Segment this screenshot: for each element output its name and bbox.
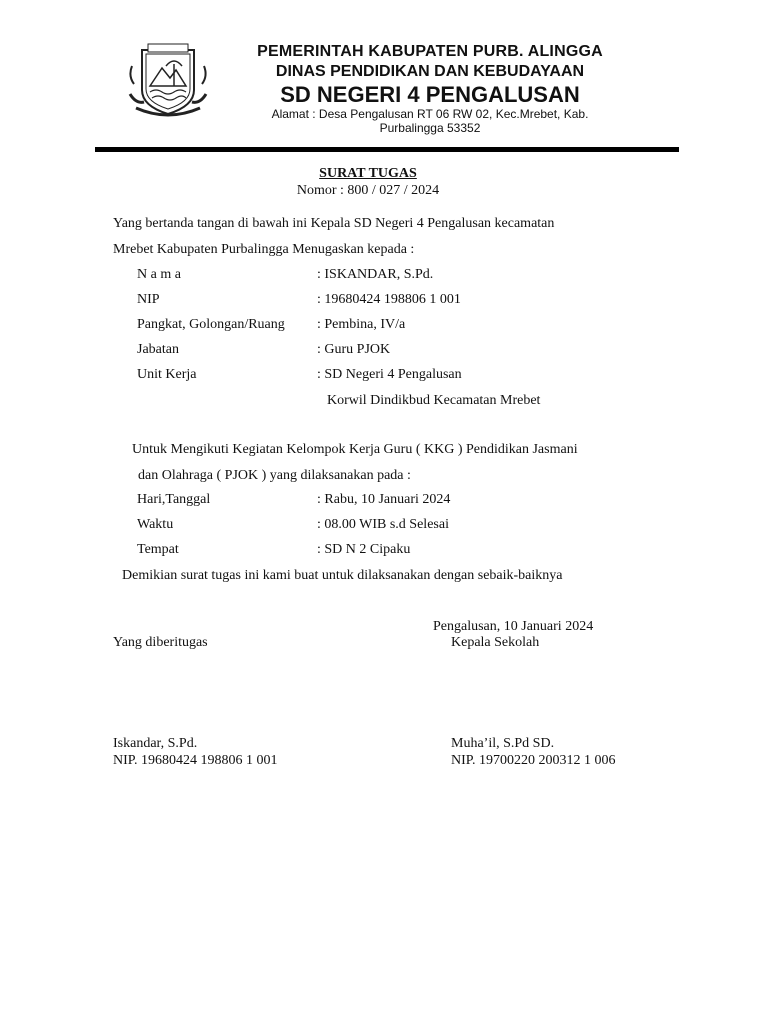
event-label-place: Tempat	[137, 542, 179, 557]
right-signer-role: Kepala Sekolah	[451, 635, 540, 650]
event-label-time: Waktu	[137, 517, 174, 532]
event-value-place: : SD N 2 Cipaku	[317, 542, 411, 557]
intro-line-1: Yang bertanda tangan di bawah ini Kepala SD Negeri 4 Pengalusan kecamatan	[113, 216, 555, 231]
field-value-jabatan: : Guru PJOK	[317, 342, 391, 357]
purpose-line-1: Untuk Mengikuti Kegiatan Kelompok Kerja Guru ( KKG ) Pendidikan Jasmani	[132, 442, 578, 457]
header-department-line: DINAS PENDIDIKAN DAN KEBUDAYAAN	[275, 63, 585, 80]
field-value-nip: : 19680424 198806 1 001	[317, 292, 461, 307]
field-value-nama: : ISKANDAR, S.Pd.	[317, 267, 434, 282]
left-signer-name: Iskandar, S.Pd.	[113, 736, 198, 751]
right-signer-nip: NIP. 19700220 200312 1 006	[451, 753, 616, 768]
field-value-unit: : SD Negeri 4 Pengalusan	[317, 367, 462, 382]
field-label-pangkat: Pangkat, Golongan/Ruang	[137, 317, 285, 332]
field-label-nama: N a m a	[137, 267, 181, 282]
header-address-line2: Purbalingga 53352	[379, 121, 481, 135]
purpose-line-2: dan Olahraga ( PJOK ) yang dilaksanakan pada :	[138, 468, 411, 483]
closing-line: Demikian surat tugas ini kami buat untuk dilaksanakan dengan sebaik-baiknya	[122, 568, 563, 583]
event-value-time: : 08.00 WIB s.d Selesai	[317, 517, 449, 532]
regency-emblem-icon	[126, 42, 210, 122]
event-label-date: Hari,Tanggal	[137, 492, 211, 507]
field-value-pangkat: : Pembina, IV/a	[317, 317, 406, 332]
header-address-line1: Alamat : Desa Pengalusan RT 06 RW 02, Kec.Mrebet, Kab.	[271, 107, 589, 121]
letter-number: Nomor : 800 / 027 / 2024	[296, 183, 440, 198]
field-value-unit-extra: Korwil Dindikbud Kecamatan Mrebet	[327, 393, 541, 408]
header-divider	[95, 147, 679, 152]
place-date: Pengalusan, 10 Januari 2024	[433, 619, 594, 634]
intro-line-2: Mrebet Kabupaten Purbalingga Menugaskan kepada :	[113, 242, 415, 257]
event-value-date: : Rabu, 10 Januari 2024	[317, 492, 451, 507]
field-label-nip: NIP	[137, 292, 160, 307]
field-label-jabatan: Jabatan	[137, 342, 179, 357]
left-signer-role: Yang diberitugas	[113, 635, 208, 650]
field-label-unit: Unit Kerja	[137, 367, 197, 382]
header-school-name: SD NEGERI 4 PENGALUSAN	[280, 82, 580, 107]
header-government-line: PEMERINTAH KABUPATEN PURB. ALINGGA	[257, 43, 603, 60]
left-signer-nip: NIP. 19680424 198806 1 001	[113, 753, 278, 768]
letter-title: SURAT TUGAS	[319, 166, 417, 181]
right-signer-name: Muha’il, S.Pd SD.	[451, 736, 555, 751]
